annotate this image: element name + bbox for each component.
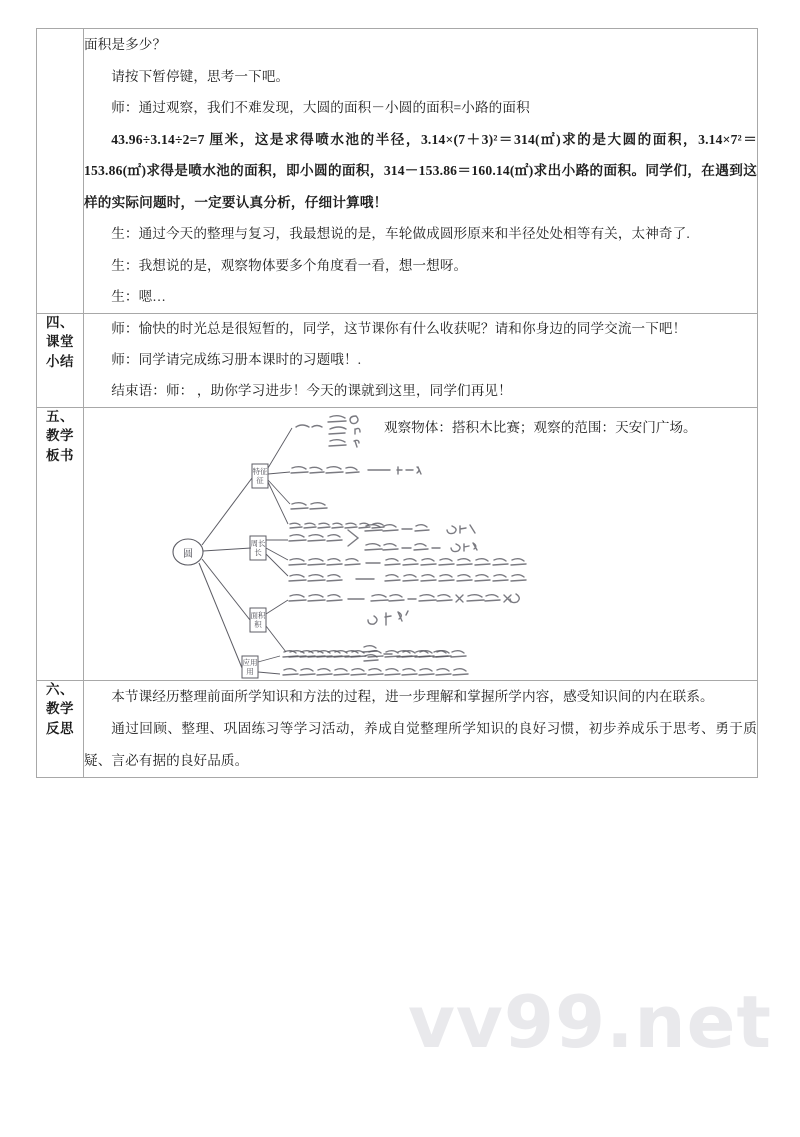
mindmap-branch-label-cont: 用 — [246, 666, 254, 676]
blackboard-area — [84, 408, 757, 680]
row-label-summary — [37, 313, 84, 407]
mindmap-root-label: 圆 — [183, 548, 193, 560]
table-row — [37, 313, 758, 407]
paragraph: 通过回顾、整理、巩固练习等学习活动，养成自觉整理所学知识的良好习惯，初步养成乐于思考、勇于质疑、言必有据的良好品质。 — [84, 720, 757, 768]
observation-note: 观察物体：搭积木比赛；观察的范围：天安门广场。 — [384, 419, 697, 435]
paragraph-math: 43.96÷3.14÷2=7 厘米，这是求得喷水池的半径，3.14×(7＋3)²＝314(㎡)求的是大圆的面积，3.14×7²＝153.86(㎡)求得是喷水池的面积，即小圆的面积，314－153.86＝160.14(㎡)求出小路的面积。同学们，在遇到这样的实际问题时，一定要认真分析，仔细计算哦！ — [84, 131, 757, 210]
mindmap-branch-label: 应用 — [242, 657, 258, 667]
mindmap-branch-application-items — [283, 650, 468, 674]
lesson-plan-table — [36, 28, 758, 778]
table-row — [37, 29, 758, 314]
paragraph: 请按下暂停键，思考一下吧。 — [111, 68, 290, 84]
paragraph: 师：通过观察，我们不难发现，大圆的面积－小圆的面积=小路的面积 — [111, 100, 530, 116]
mindmap-branch-circumference — [250, 536, 288, 576]
row-content-summary — [84, 313, 758, 407]
mindmap-branch-circumference-items — [289, 524, 526, 580]
paragraph: 生：嗯… — [111, 289, 166, 305]
row-label-line: 课堂 — [46, 334, 74, 351]
row-label-line: 反思 — [46, 720, 74, 737]
mindmap-branch-label: 周长 — [250, 538, 266, 548]
row-content-continuation — [84, 29, 758, 314]
site-watermark: vv99.net — [408, 980, 772, 1064]
mindmap-branch-label-cont: 积 — [254, 619, 262, 629]
mindmap-branch-label: 面积 — [250, 610, 266, 620]
row-label-blackboard — [37, 407, 84, 680]
row-content-reflection — [84, 680, 758, 777]
row-label-line: 小结 — [46, 353, 74, 370]
mindmap-branch-area — [250, 600, 288, 652]
paragraph: 面积是多少？ — [84, 37, 167, 52]
paragraph: 师：愉快的时光总是很短暂的，同学，这节课你有什么收获呢？请和你身边的同学交流一下吧！ — [111, 320, 687, 336]
mindmap-branch-label-cont: 征 — [256, 475, 264, 485]
paragraph: 生：通过今天的整理与复习，我最想说的是，车轮做成圆形原来和半径处处相等有关，太神奇了. — [111, 226, 690, 242]
mindmap-branch-label: 特征 — [252, 466, 268, 476]
mindmap-branch-feature-items — [290, 415, 421, 527]
mindmap-root-node — [173, 539, 203, 565]
mindmap-branch-application — [242, 656, 280, 678]
table-row — [37, 680, 758, 777]
mindmap-connectors — [199, 478, 252, 668]
row-label-continuation — [37, 29, 84, 314]
circle-mindmap-diagram — [84, 408, 744, 680]
row-label-line: 教学 — [46, 701, 74, 718]
table-row — [37, 407, 758, 680]
row-label-reflection — [37, 680, 84, 777]
row-content-blackboard — [84, 407, 758, 680]
paragraph: 生：我想说的是，观察物体要多个角度看一看，想一想呀。 — [111, 257, 468, 273]
row-label-line: 六、 — [46, 681, 74, 698]
paragraph: 师：同学请完成练习册本课时的习题哦！. — [111, 351, 362, 367]
paragraph: 本节课经历整理前面所学知识和方法的过程，进一步理解和掌握所学内容，感受知识间的内在联系。 — [111, 688, 714, 704]
mindmap-branch-feature — [252, 428, 292, 524]
row-label-line: 教学 — [46, 428, 74, 445]
row-label-line: 板书 — [46, 447, 74, 464]
row-label-line: 五、 — [46, 408, 74, 425]
row-label-line: 四、 — [46, 314, 74, 331]
mindmap-branch-label-cont: 长 — [254, 547, 262, 557]
paragraph: 结束语：师： ，助你学习进步！今天的课就到这里，同学们再见！ — [111, 382, 512, 398]
